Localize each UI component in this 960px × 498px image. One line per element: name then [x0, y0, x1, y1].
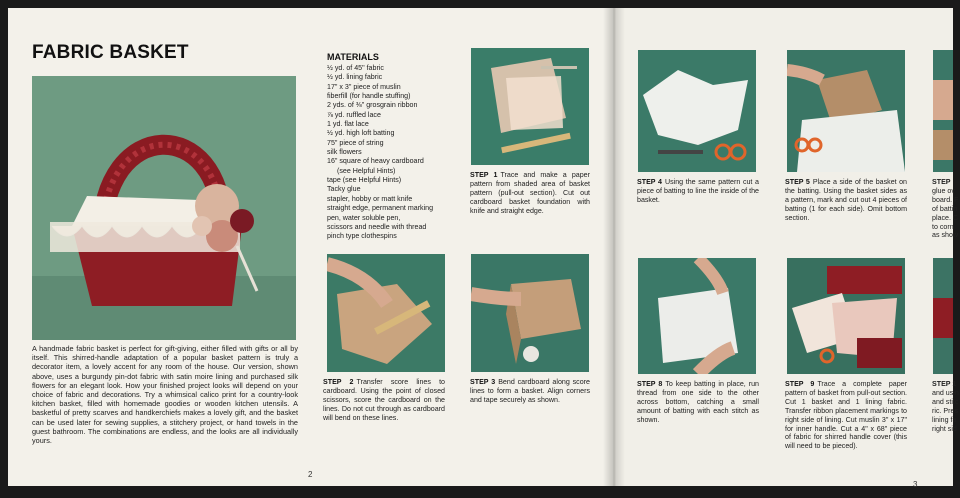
- step6-text-partial: [932, 178, 960, 240]
- step4-body: Using the same pattern cut a piece of batting to line the inside of the basket.: [637, 178, 759, 204]
- step10-text-partial: [932, 380, 960, 433]
- step4-text: [637, 178, 759, 205]
- materials-heading: MATERIALS: [327, 52, 379, 62]
- step1-photo: [471, 48, 589, 165]
- list-item: fiberfill (for handle stuffing): [327, 92, 411, 101]
- step6-photo: [933, 50, 953, 172]
- step10-line: and usin: [932, 388, 959, 397]
- step8-text: [637, 380, 759, 425]
- step6-line: glue ov: [932, 186, 955, 195]
- list-item: straight edge, permanent marking: [327, 204, 434, 213]
- list-item: 75" piece of string: [327, 138, 384, 147]
- step3-photo: [471, 254, 589, 372]
- step2-body: Transfer score lines to cardboard. Using the point of closed scissors, score the cardboard on the lines. Do not cut through as cardboard will bend on these lines.: [323, 378, 445, 422]
- step8-label: STEP 8: [637, 380, 663, 388]
- step10-line: lining fa: [932, 415, 957, 424]
- list-item: ½ yd. of 45" fabric: [327, 64, 384, 72]
- list-item: Tacky glue: [327, 185, 361, 194]
- step10-line: and stitc: [932, 397, 959, 406]
- list-item: 16" square of heavy cardboard: [327, 157, 424, 166]
- step6-line: place. C: [932, 213, 959, 222]
- step9-body: Trace a complete paper pattern of basket from pull-out section. Cut 1 basket and 1 lining fabric. Transfer ribbon placement markings to right side of lining. Cut muslin 3" x 17" for inner handle. Cut a 4" x 68" piece of fabric for shirred handle cover (this will need to be pieced).: [785, 380, 907, 451]
- step9-label: STEP 9: [785, 380, 815, 388]
- list-item: ½ yd. lining fabric: [327, 73, 383, 82]
- step2-text: [323, 378, 445, 423]
- step6-line: of battin: [932, 204, 958, 213]
- list-item: (see Helpful Hints): [337, 166, 396, 175]
- step5-label: STEP 5: [785, 178, 810, 186]
- list-item: silk flowers: [327, 148, 362, 157]
- step6-line: to corn: [932, 222, 954, 231]
- list-item: tape (see Helpful Hints): [327, 176, 402, 185]
- step8-photo: [638, 258, 756, 374]
- step4-photo: [638, 50, 756, 172]
- list-item: scissors and needle with thread: [327, 222, 427, 231]
- step2-photo: [327, 254, 445, 372]
- step5-photo: [787, 50, 905, 172]
- step8-body: To keep batting in place, run thread from one side to the other across bottom, catching a small amount of batting with each stitch as shown.: [637, 380, 759, 424]
- step1-body: Trace and make a paper pattern from shaded area of basket pattern (pull-out section). Cut out cardboard basket foundation with knife and straight edge.: [470, 171, 590, 215]
- basket-photo: [32, 76, 296, 340]
- step1-label: STEP 1: [470, 171, 498, 179]
- intro-paragraph: A handmade fabric basket is perfect for gift-giving, either filled with gifts or all by itself. This shirred-handle adaptation of a popular basket pattern is truly a decorator item, a lovely accent for any room of the house. Our version, shown above, uses a burgundy pin-dot fabric with satin moire lining and purchased silk flowers for an elegant look. How your finished project looks will depend on your choice of fabric and decorations. Try a whimsical calico print for a country-look kitchen basket, filled with homemade goodies or wooden kitchen utensils. A basketful of pretty scarves and handkerchiefs makes a lovely gift, and the basket can be used later for sewing supplies, a stitchery project, or hand towels in the guest bathroom. The combinations are endless, and the looks are all individually yours.: [32, 344, 298, 446]
- page-title: FABRIC BASKET: [32, 42, 189, 63]
- step9-text: [785, 380, 907, 451]
- step6-line: board. F: [932, 195, 959, 204]
- list-item: stapler, hobby or matt knife: [327, 194, 413, 203]
- page-number-left: 2: [308, 470, 313, 479]
- step10-photo: [933, 258, 953, 374]
- step1-text: [470, 171, 590, 216]
- book-gutter: [603, 8, 625, 486]
- list-item: ⅞ yd. ruffled lace: [327, 110, 381, 119]
- step4-label: STEP 4: [637, 178, 662, 186]
- step3-label: STEP 3: [470, 378, 496, 386]
- step2-label: STEP 2: [323, 378, 354, 386]
- page-number-right: 3: [913, 480, 918, 489]
- list-item: pinch type clothespins: [327, 232, 397, 241]
- step10-line: ric. Pres: [932, 406, 959, 415]
- list-item: 2 yds. of ⅜" grosgrain ribbon: [327, 101, 418, 110]
- step6-line: as show: [932, 231, 959, 240]
- materials-list: [327, 64, 463, 242]
- step9-photo: [787, 258, 905, 374]
- step5-body: Place a side of the basket on the batting. Using the basket sides as a pattern, mark and cut out 4 pieces of batting (1 for each side). Omit bottom section.: [785, 178, 907, 222]
- list-item: ½ yd. high loft batting: [327, 129, 395, 138]
- step3-body: Bend cardboard along score lines to form a basket. Align corners and tape securely as shown.: [470, 378, 590, 404]
- list-item: 1 yd. flat lace: [327, 120, 369, 129]
- step10-line: STEP 1: [932, 380, 957, 388]
- list-item: pen, water soluble pen,: [327, 213, 401, 222]
- step5-text: [785, 178, 907, 223]
- step10-line: right sid: [932, 424, 957, 433]
- list-item: 17" x 3" piece of muslin: [327, 82, 401, 91]
- step3-text: [470, 378, 590, 405]
- step6-line: STEP: [932, 178, 951, 186]
